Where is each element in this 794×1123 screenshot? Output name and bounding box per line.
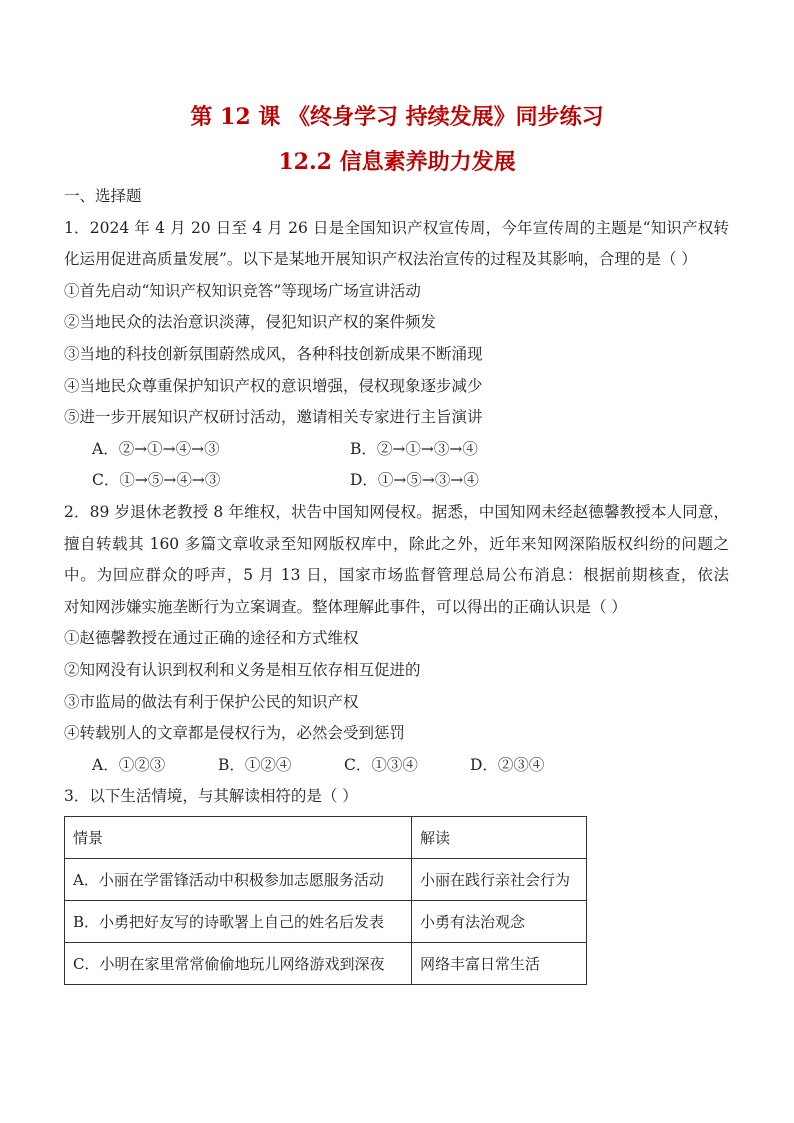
q2-item-1: ①赵德馨教授在通过正确的途径和方式维权 xyxy=(64,629,359,648)
q1-option-c[interactable]: C．①→⑤→④→③ xyxy=(92,471,221,490)
q3-table xyxy=(64,816,587,985)
table-header-scenario: 情景 xyxy=(65,816,412,858)
table-cell-interpretation: 网络丰富日常生活 xyxy=(412,942,587,984)
table-cell-scenario[interactable]: B．小勇把好友写的诗歌署上自己的姓名后发表 xyxy=(65,900,412,942)
q1-item-4: ④当地民众尊重保护知识产权的意识增强，侵权现象逐步减少 xyxy=(64,376,483,395)
q2-option-d[interactable]: D．②③④ xyxy=(470,755,545,774)
table-row xyxy=(65,900,587,942)
lesson-title: 第 12 课 《终身学习 持续发展》同步练习 xyxy=(190,104,604,130)
table-header-interpretation: 解读 xyxy=(412,816,587,858)
q1-option-d[interactable]: D．①→⑤→③→④ xyxy=(350,471,479,490)
table-cell-interpretation: 小丽在践行亲社会行为 xyxy=(412,858,587,900)
q1-options-row-1 xyxy=(64,434,729,466)
q2-option-b[interactable]: B．①②④ xyxy=(218,755,292,774)
q2-stem-line-1: 2．89 岁退休老教授 8 年维权，状告中国知网侵权。据悉，中国知网未经赵德馨教授本人同意， xyxy=(64,502,729,521)
exercise-content xyxy=(64,181,729,985)
question-3 xyxy=(64,781,729,985)
q2-item-3: ③市监局的做法有利于保护公民的知识产权 xyxy=(64,692,359,711)
q1-item-1: ①首先启动“知识产权知识竞答”等现场广场宣讲活动 xyxy=(64,281,421,300)
table-cell-scenario[interactable]: C．小明在家里常常偷偷地玩儿网络游戏到深夜 xyxy=(65,942,412,984)
q2-option-a[interactable]: A．①②③ xyxy=(92,755,166,774)
q3-stem: 3．以下生活情境，与其解读相符的是（ ） xyxy=(64,787,358,806)
q2-stem-line-3: 中。为回应群众的呼声，5 月 13 日，国家市场监督管理总局公布消息：根据前期核查，依法 xyxy=(64,566,729,585)
table-cell-interpretation: 小勇有法治观念 xyxy=(412,900,587,942)
question-2 xyxy=(64,497,729,781)
q1-options-row-2 xyxy=(64,465,729,497)
q2-options-row xyxy=(64,750,729,782)
q1-stem-line-1: 1．2024 年 4 月 20 日至 4 月 26 日是全国知识产权宣传周，今年宣传周的主题是“知识产权转 xyxy=(64,218,729,237)
q1-item-3: ③当地的科技创新氛围蔚然成风，各种科技创新成果不断涌现 xyxy=(64,344,483,363)
question-1 xyxy=(64,213,729,497)
q2-item-4: ④转载别人的文章都是侵权行为，必然会受到惩罚 xyxy=(64,724,406,743)
q1-option-b[interactable]: B．②→①→③→④ xyxy=(350,439,478,458)
table-row xyxy=(65,942,587,984)
q2-option-c[interactable]: C．①③④ xyxy=(344,755,418,774)
section-heading: 一、选择题 xyxy=(64,187,142,205)
table-row xyxy=(65,858,587,900)
q1-stem-line-2: 化运用促进高质量发展”。以下是某地开展知识产权法治宣传的过程及其影响，合理的是（ ） xyxy=(64,250,697,269)
section-title: 12.2 信息素养助力发展 xyxy=(278,149,516,175)
q1-item-2: ②当地民众的法治意识淡薄，侵犯知识产权的案件频发 xyxy=(64,313,437,332)
q1-option-a[interactable]: A．②→①→④→③ xyxy=(92,439,220,458)
q2-item-2: ②知网没有认识到权利和义务是相互依存相互促进的 xyxy=(64,660,421,679)
q1-item-5: ⑤进一步开展知识产权研讨活动，邀请相关专家进行主旨演讲 xyxy=(64,408,483,427)
table-header-row xyxy=(65,816,587,858)
q2-stem-line-4: 对知网涉嫌实施垄断行为立案调查。整体理解此事件，可以得出的正确认识是（ ） xyxy=(64,597,627,616)
table-cell-scenario[interactable]: A．小丽在学雷锋活动中积极参加志愿服务活动 xyxy=(65,858,412,900)
q2-stem-line-2: 擅自转载其 160 多篇文章收录至知网版权库中，除此之外，近年来知网深陷版权纠纷的问题之 xyxy=(64,534,729,553)
